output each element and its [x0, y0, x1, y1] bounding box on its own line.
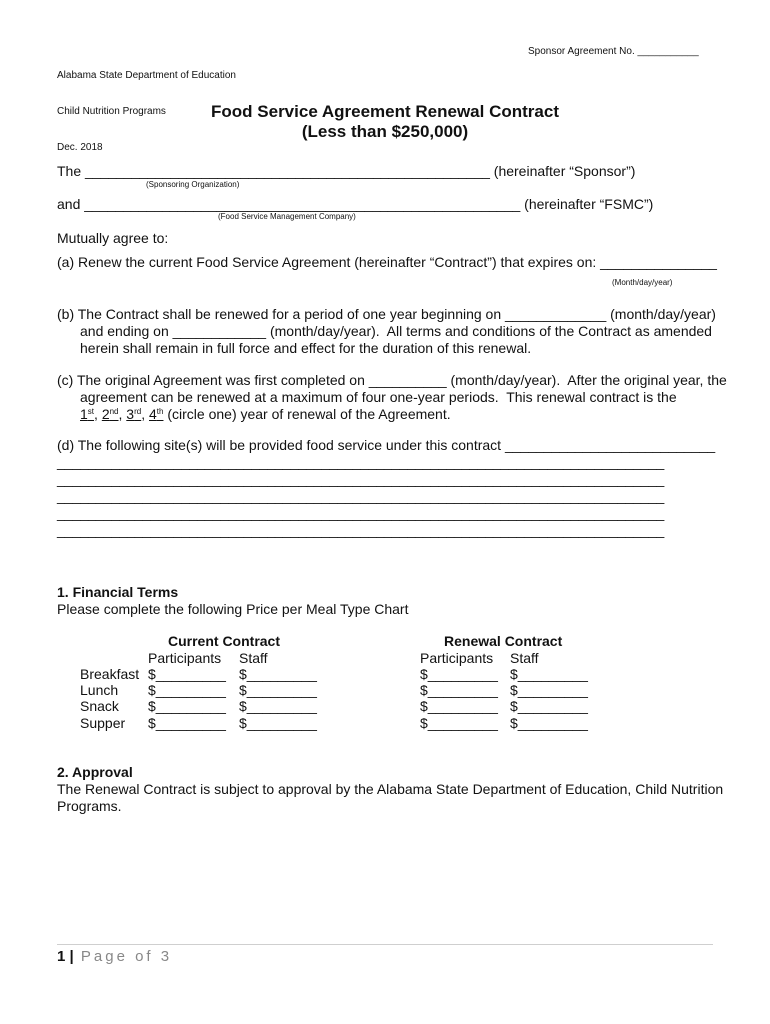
sponsor-agreement-number: Sponsor Agreement No. ___________ — [528, 46, 699, 57]
meal-label: Breakfast — [80, 666, 140, 682]
header-org-line1: Alabama State Department of Education — [57, 70, 236, 81]
price-field[interactable]: $_________ — [239, 666, 317, 682]
price-field[interactable]: $_________ — [148, 666, 226, 682]
clause-a-caption: (Month/day/year) — [612, 278, 673, 287]
renewal-participants-label: Participants — [420, 650, 494, 666]
ordinal-3[interactable]: 3rd — [126, 406, 142, 422]
header-date: Dec. 2018 — [57, 142, 103, 153]
ordinal-4[interactable]: 4th — [149, 406, 164, 422]
document-subtitle: (Less than $250,000) — [301, 122, 469, 141]
approval-heading: 2. Approval — [57, 764, 133, 780]
price-field[interactable]: $_________ — [148, 698, 226, 714]
price-field[interactable]: $_________ — [510, 682, 588, 698]
document-title: Food Service Agreement Renewal Contract — [211, 102, 559, 121]
price-field[interactable]: $_________ — [510, 715, 588, 731]
price-field[interactable]: $_________ — [420, 666, 498, 682]
sites-blank-line[interactable]: ______________________________________________________________________________ — [57, 488, 665, 504]
clause-c-line1: (c) The original Agreement was first completed on __________ (month/day/year). After the original year, the — [57, 372, 727, 388]
clause-b-line3: herein shall remain in full force and effect for the duration of this renewal. — [80, 340, 532, 356]
current-staff-label: Staff — [239, 650, 268, 666]
sites-blank-line[interactable]: ______________________________________________________________________________ — [57, 522, 665, 538]
clause-a: (a) Renew the current Food Service Agreement (hereinafter “Contract”) that expires on: _______________ — [57, 254, 717, 270]
meal-label: Lunch — [80, 682, 119, 698]
clause-d: (d) The following site(s) will be provided food service under this contract ___________________________ — [57, 437, 716, 453]
renewal-contract-header: Renewal Contract — [444, 633, 563, 649]
ordinal-1[interactable]: 1st — [80, 406, 95, 422]
mutually-agree: Mutually agree to: — [57, 230, 169, 246]
price-field[interactable]: $_________ — [239, 715, 317, 731]
price-field[interactable]: $_________ — [148, 715, 226, 731]
fsmc-line: and ________________________________________________________ (hereinafter “FSMC”) — [57, 196, 654, 212]
approval-line2: Programs. — [57, 798, 122, 814]
price-field[interactable]: $_________ — [239, 682, 317, 698]
current-participants-label: Participants — [148, 650, 222, 666]
price-field[interactable]: $_________ — [510, 698, 588, 714]
price-field[interactable]: $_________ — [420, 682, 498, 698]
ordinal-2[interactable]: 2nd — [101, 406, 119, 422]
renewal-staff-label: Staff — [510, 650, 539, 666]
meal-label: Snack — [80, 698, 119, 714]
current-contract-header: Current Contract — [168, 633, 281, 649]
sites-blank-line[interactable]: ______________________________________________________________________________ — [57, 505, 665, 521]
footer-divider — [57, 944, 713, 945]
meal-label: Supper — [80, 715, 126, 731]
price-field[interactable]: $_________ — [420, 715, 498, 731]
page-number: 1 | — [57, 948, 74, 965]
price-field[interactable]: $_________ — [148, 682, 226, 698]
price-field[interactable]: $_________ — [510, 666, 588, 682]
approval-line1: The Renewal Contract is subject to approval by the Alabama State Department of Education, Child Nutrition — [57, 781, 724, 797]
financial-instruction: Please complete the following Price per Meal Type Chart — [57, 601, 409, 617]
sponsor-line: The ____________________________________________________ (hereinafter “Sponsor”) — [57, 163, 636, 179]
clause-b-line1: (b) The Contract shall be renewed for a period of one year beginning on _____________ (month/day/year) — [57, 306, 716, 322]
clause-c-line2: agreement can be renewed at a maximum of four one-year periods. This renewal contract is the — [80, 389, 677, 405]
sites-blank-line[interactable]: ______________________________________________________________________________ — [57, 471, 665, 487]
fsmc-caption: (Food Service Management Company) — [218, 212, 356, 221]
sites-blank-line[interactable]: ______________________________________________________________________________ — [57, 454, 665, 470]
sponsor-caption: (Sponsoring Organization) — [146, 180, 240, 189]
price-field[interactable]: $_________ — [420, 698, 498, 714]
clause-c-line3: 1st, 2nd, 3rd, 4th (circle one) year of renewal of the Agreement. — [80, 406, 451, 422]
clause-b-line2: and ending on ____________ (month/day/year). All terms and conditions of the Contract as amended — [80, 323, 712, 339]
header-org-line2: Child Nutrition Programs — [57, 106, 166, 117]
page-footer — [57, 948, 172, 966]
page-of-text: Page of 3 — [73, 948, 173, 965]
price-field[interactable]: $_________ — [239, 698, 317, 714]
financial-terms-heading: 1. Financial Terms — [57, 584, 179, 600]
